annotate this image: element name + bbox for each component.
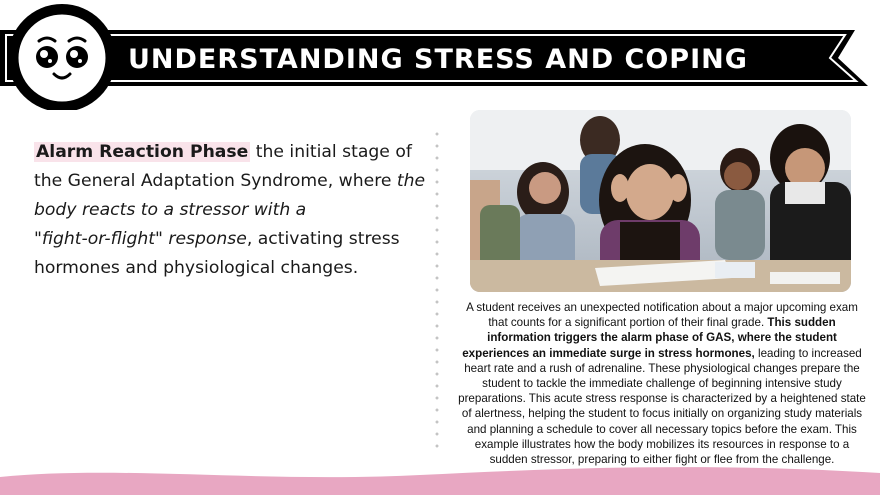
example-paragraph: [456, 300, 868, 467]
classroom-exam-photo: [470, 110, 851, 292]
definition-emphasis-2: "fight-or-flight" response: [34, 229, 247, 249]
smiling-face-icon: [8, 4, 116, 110]
example-part-2: leading to increased heart rate and a rush of adrenaline. These physiological changes prepare the student to tackle the immediate challenge of beginning intensive study preparations. This acute stress response is characterized by a heightened state of alertness, helping the student to focus initially on organizing study materials and planning a schedule to cover all necessary topics before the exam. This example illustrates how the body mobilizes its resources in response to a sudden stressor, preparing to either fight or flee from the challenge.: [458, 346, 866, 467]
definition-text: [34, 138, 429, 283]
definition-text-1: the initial stage of the General Adaptation Syndrome, where: [34, 142, 412, 191]
example-part-1: A student receives an unexpected notification about a major upcoming exam that counts for a significant portion of their final grade.: [466, 301, 858, 330]
footer-wave: [0, 455, 880, 495]
definition-term: Alarm Reaction Phase: [36, 142, 249, 162]
definition-text-2: , activating stress hormones and physiological changes.: [34, 229, 400, 278]
dotted-divider: [435, 128, 439, 448]
definition-emphasis-1: the body reacts to a stressor with a: [34, 171, 426, 220]
example-bold: This sudden information triggers the alarm phase of GAS, where the student experiences an immediate surge in stress hormones,: [462, 316, 837, 360]
page-title: UNDERSTANDING STRESS AND COPING: [128, 44, 748, 75]
